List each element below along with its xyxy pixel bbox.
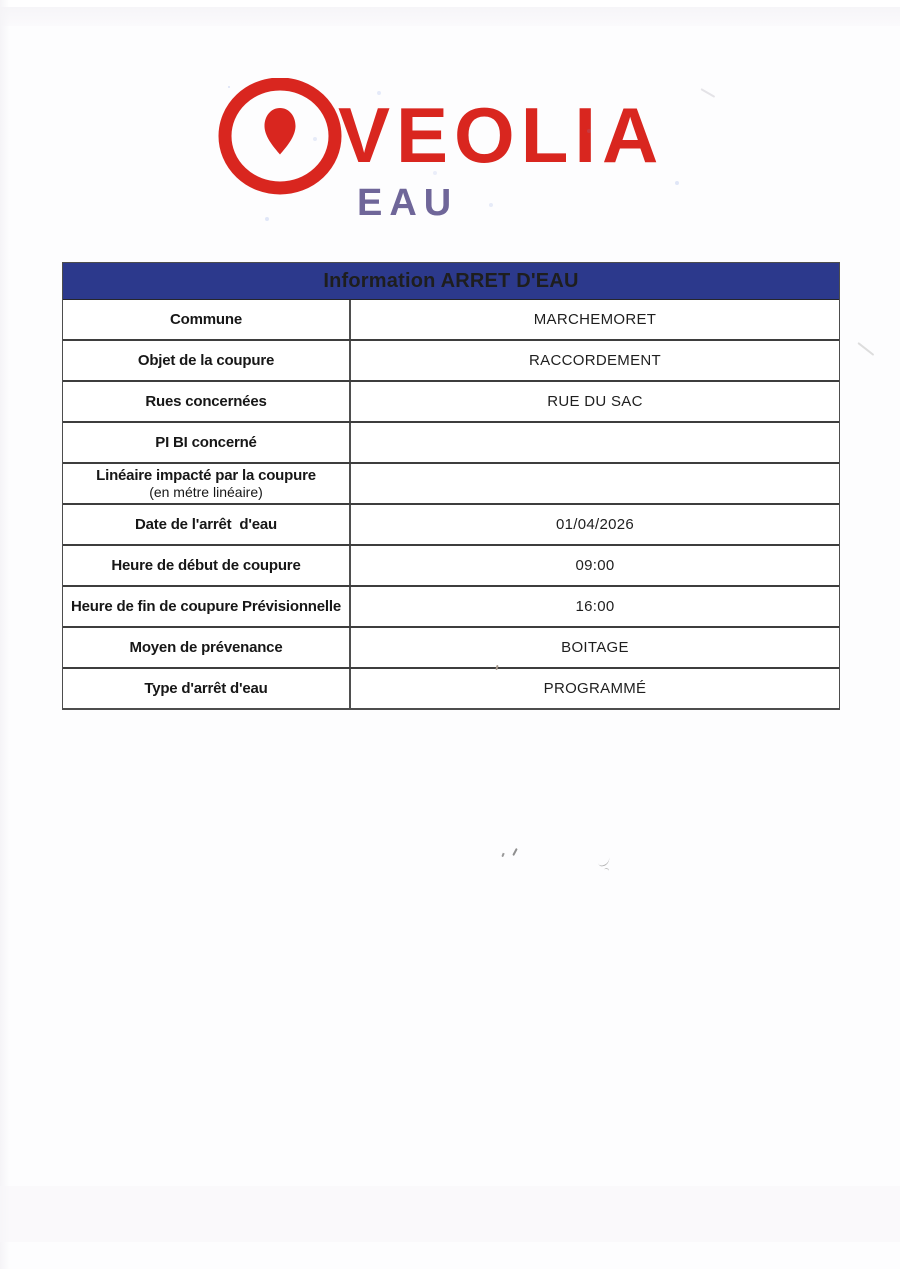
scan-speck	[603, 867, 609, 873]
row-value: MARCHEMORET	[533, 311, 657, 328]
water-shutdown-notice-table	[62, 262, 840, 710]
table-row-heure-fin	[63, 585, 839, 626]
row-label	[63, 464, 351, 503]
veolia-division-label: EAU	[357, 182, 459, 224]
table-row-pi-bi-concerne	[63, 421, 839, 462]
row-value	[351, 423, 839, 462]
row-value: 01/04/2026	[555, 516, 635, 533]
row-label-sub: (en métre linéaire)	[149, 484, 263, 500]
scan-noise-specks	[228, 86, 230, 88]
table-title: Information ARRET D'EAU	[63, 263, 839, 300]
row-label-main: Linéaire impacté par la coupure	[96, 467, 316, 484]
table-row-date-arret	[63, 503, 839, 544]
row-value	[351, 464, 839, 503]
table-row-objet-coupure	[63, 339, 839, 380]
row-value: RACCORDEMENT	[529, 352, 661, 369]
row-label: Moyen de prévenance	[63, 628, 351, 667]
table-row-lineaire-impacte	[63, 462, 839, 503]
row-value: 16:00	[575, 598, 615, 615]
table-row-type-arret	[63, 667, 839, 708]
veolia-logo	[218, 76, 698, 226]
scan-speck	[597, 857, 610, 867]
scan-crease	[858, 342, 875, 355]
scan-edge-left	[0, 0, 10, 1269]
row-label: Rues concernées	[63, 382, 351, 421]
row-value: 09:00	[575, 557, 615, 574]
row-label: Commune	[63, 300, 351, 339]
water-drop-ring-icon	[218, 78, 342, 201]
row-label: Heure de fin de coupure Prévisionnelle	[63, 587, 351, 626]
table-row-rues-concernees	[63, 380, 839, 421]
table-row-heure-debut	[63, 544, 839, 585]
row-label: PI BI concerné	[63, 423, 351, 462]
scan-crease	[701, 88, 716, 97]
scan-edge-bottom	[0, 1186, 900, 1242]
scan-edge-top	[0, 0, 900, 26]
row-label: Objet de la coupure	[63, 341, 351, 380]
row-label: Date de l'arrêt d'eau	[63, 505, 351, 544]
row-value: BOITAGE	[561, 639, 629, 656]
veolia-wordmark: VEOLIA	[338, 91, 665, 179]
row-value: PROGRAMMÉ	[543, 680, 647, 697]
row-label: Heure de début de coupure	[63, 546, 351, 585]
table-row-moyen-prevenance	[63, 626, 839, 667]
table-row-commune	[63, 300, 839, 339]
row-value: RUE DU SAC	[547, 393, 643, 410]
scan-speck	[512, 848, 518, 856]
row-label: Type d'arrêt d'eau	[63, 669, 351, 708]
scan-speck	[501, 853, 504, 857]
